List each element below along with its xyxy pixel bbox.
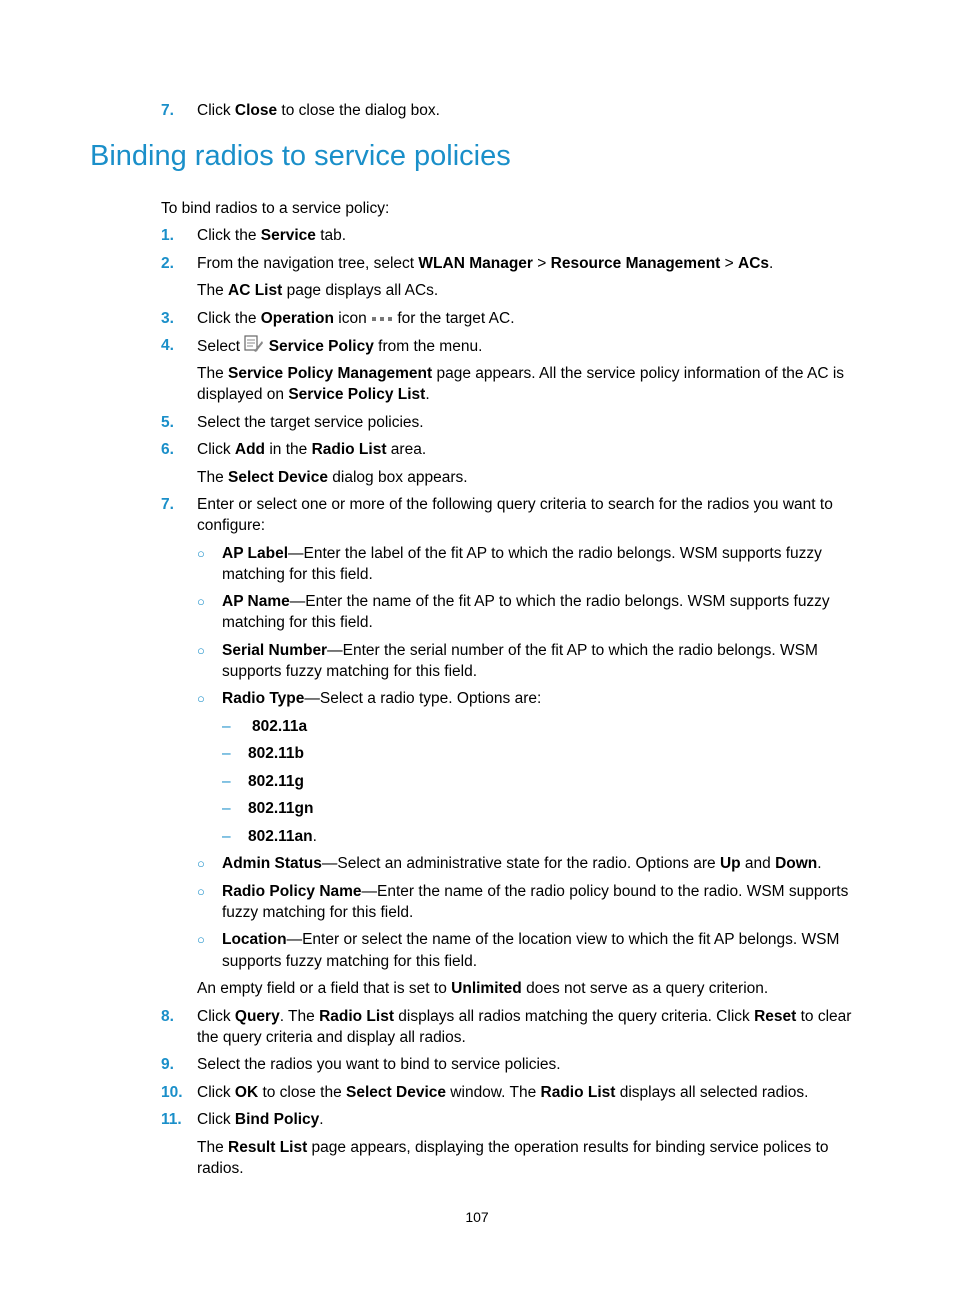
criterion-text: matching for this field.	[222, 566, 373, 583]
radio-type: 802.11b	[248, 745, 305, 762]
dash-icon: –	[222, 745, 231, 762]
step-text: Click OK to close the Select Device window. The Radio List displays all selected radios.	[197, 1084, 809, 1101]
step-number: 7.	[161, 102, 174, 119]
dash-icon: –	[222, 773, 231, 790]
radio-type: 802.11g	[248, 773, 305, 790]
intro-text: To bind radios to a service policy:	[161, 200, 390, 217]
bullet-icon: ○	[197, 546, 205, 561]
step-text: Click Query. The Radio List displays all radios matching the query criteria. Click Reset to clear	[197, 1008, 852, 1025]
step-text: the query criteria and display all radios.	[197, 1029, 466, 1046]
criterion-text: AP Name—Enter the name of the fit AP to which the radio belongs. WSM supports fuzzy	[222, 593, 830, 610]
bullet-icon: ○	[197, 643, 205, 658]
dash-icon: –	[222, 718, 231, 735]
operation-icon	[371, 308, 393, 329]
step-number: 11.	[161, 1111, 182, 1128]
step-text: Click Bind Policy.	[197, 1111, 324, 1128]
step-number: 4.	[161, 337, 174, 354]
step-text: Select Service Policy from the menu.	[197, 335, 482, 359]
step-number: 10.	[161, 1084, 183, 1101]
criterion-text: AP Label—Enter the label of the fit AP to which the radio belongs. WSM supports fuzzy	[222, 545, 822, 562]
step-note: The Result List page appears, displaying the operation results for binding service polices to	[197, 1139, 829, 1156]
criterion-text: supports fuzzy matching for this field.	[222, 663, 478, 680]
step-text: Enter or select one or more of the following query criteria to search for the radios you want to	[197, 496, 833, 513]
step-note: displayed on Service Policy List.	[197, 386, 430, 403]
bullet-icon: ○	[197, 932, 205, 947]
criterion-text: Radio Type—Select a radio type. Options are:	[222, 690, 542, 707]
step-number: 2.	[161, 255, 174, 272]
criterion-text: Location—Enter or select the name of the location view to which the fit AP belongs. WSM	[222, 931, 840, 948]
bullet-icon: ○	[197, 594, 205, 609]
radio-type: 802.11gn	[248, 800, 314, 817]
step-number: 1.	[161, 227, 174, 244]
step-number: 5.	[161, 414, 174, 431]
step-note: radios.	[197, 1160, 244, 1177]
step-number: 9.	[161, 1056, 174, 1073]
criterion-text: matching for this field.	[222, 614, 373, 631]
step-note: An empty field or a field that is set to Unlimited does not serve as a query criterion.	[197, 980, 769, 997]
criterion-text: Serial Number—Enter the serial number of the fit AP to which the radio belongs. WSM	[222, 642, 818, 659]
criterion-text: supports fuzzy matching for this field.	[222, 953, 478, 970]
service-policy-icon	[244, 335, 264, 359]
step-text: Click Add in the Radio List area.	[197, 441, 427, 458]
step-text: From the navigation tree, select WLAN Manager > Resource Management > ACs.	[197, 255, 774, 272]
step-text: configure:	[197, 517, 266, 534]
step-note: The AC List page displays all ACs.	[197, 282, 439, 299]
step-text: Click Close to close the dialog box.	[197, 102, 440, 119]
step-text: Select the radios you want to bind to service policies.	[197, 1056, 561, 1073]
step-text: Click the Service tab.	[197, 227, 347, 244]
criterion-text: Radio Policy Name—Enter the name of the radio policy bound to the radio. WSM supports	[222, 883, 849, 900]
step-number: 7.	[161, 496, 174, 513]
step-text: Click the Operation icon for the target AC.	[197, 308, 515, 329]
step-number: 6.	[161, 441, 174, 458]
step-note: The Select Device dialog box appears.	[197, 469, 468, 486]
step-number: 8.	[161, 1008, 174, 1025]
radio-type: 802.11a	[252, 718, 308, 735]
criterion-text: Admin Status—Select an administrative state for the radio. Options are Up and Down.	[222, 855, 822, 872]
section-heading: Binding radios to service policies	[90, 140, 511, 172]
radio-type: 802.11an.	[248, 828, 317, 845]
bullet-icon: ○	[197, 856, 205, 871]
step-note: The Service Policy Management page appears. All the service policy information of the AC is	[197, 365, 845, 382]
step-number: 3.	[161, 310, 174, 327]
dash-icon: –	[222, 800, 231, 817]
dash-icon: –	[222, 828, 231, 845]
bullet-icon: ○	[197, 884, 205, 899]
step-text: Select the target service policies.	[197, 414, 424, 431]
page-number: 107	[465, 1209, 489, 1225]
bullet-icon: ○	[197, 691, 205, 706]
criterion-text: fuzzy matching for this field.	[222, 904, 414, 921]
